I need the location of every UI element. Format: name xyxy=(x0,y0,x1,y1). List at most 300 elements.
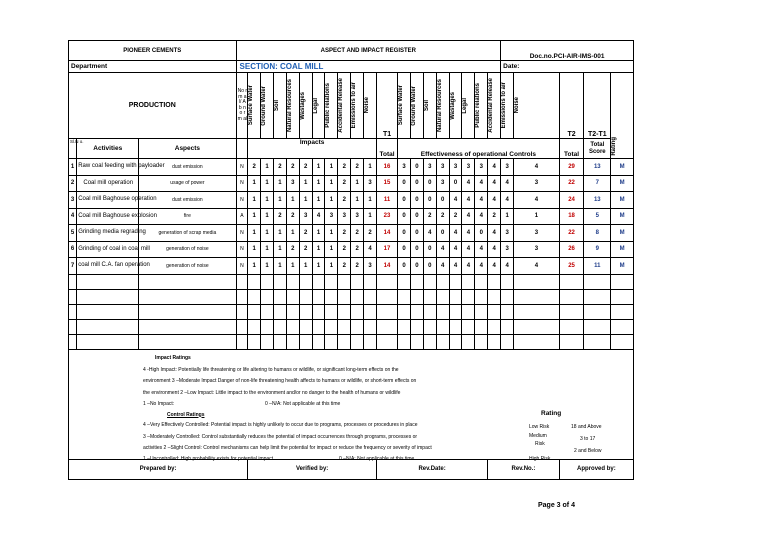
empty-cell xyxy=(436,319,449,334)
empty-cell xyxy=(364,274,377,289)
t1-total: 14 xyxy=(376,225,397,242)
empty-row xyxy=(69,304,634,319)
empty-cell xyxy=(584,334,611,349)
control-score: 0 xyxy=(436,225,449,242)
empty-cell xyxy=(77,304,139,319)
impact-note: 1 –No Impact: xyxy=(143,400,175,407)
empty-cell xyxy=(273,289,286,304)
control-score: 0 xyxy=(410,258,423,275)
control-score: 4 xyxy=(449,192,462,209)
aspect-cell: generation of scrap media xyxy=(139,225,236,242)
empty-cell xyxy=(286,274,299,289)
control-col-header: Surface Water xyxy=(398,85,405,126)
doc-number: Doc.no.PCI-AIR-IMS-001 xyxy=(501,41,634,61)
empty-cell xyxy=(462,334,475,349)
impact-score: 3 xyxy=(299,208,312,225)
empty-cell xyxy=(325,274,338,289)
table-row xyxy=(69,159,634,176)
impact-score: 1 xyxy=(325,175,338,192)
control-score: 4 xyxy=(423,225,436,242)
empty-row xyxy=(69,289,634,304)
control-score: 1 xyxy=(514,208,560,225)
impact-score: 1 xyxy=(261,175,274,192)
empty-cell xyxy=(77,334,139,349)
date-label: Date: xyxy=(501,61,634,73)
control-col-header: Natural Resources xyxy=(436,78,443,133)
empty-cell xyxy=(139,289,236,304)
total-score: 7 xyxy=(584,175,611,192)
empty-cell xyxy=(351,289,364,304)
empty-cell xyxy=(273,319,286,334)
impact-col-header: Accidental Release xyxy=(338,78,345,133)
control-score: 0 xyxy=(398,225,411,242)
control-score: 3 xyxy=(475,159,488,176)
total-header: Total xyxy=(376,139,397,159)
activity-cell: Grinding of coal in coal mill xyxy=(77,241,139,258)
control-score: 4 xyxy=(449,241,462,258)
impacts-header: Impacts xyxy=(248,139,377,159)
empty-cell xyxy=(559,319,584,334)
control-score: 2 xyxy=(449,208,462,225)
row-number: 3 xyxy=(69,192,77,209)
activity-cell: Coal mill Baghouse explosion xyxy=(77,208,139,225)
impact-score: 1 xyxy=(248,175,261,192)
impact-score: 2 xyxy=(286,208,299,225)
impact-score: 1 xyxy=(299,258,312,275)
empty-cell xyxy=(273,334,286,349)
impact-score: 3 xyxy=(351,208,364,225)
empty-cell xyxy=(286,319,299,334)
row-number: 1 xyxy=(69,159,77,176)
empty-cell xyxy=(248,334,261,349)
empty-cell xyxy=(69,319,77,334)
empty-row xyxy=(69,319,634,334)
control-score: 4 xyxy=(488,258,501,275)
activity-cell: Coal mill operation xyxy=(77,175,139,192)
empty-cell xyxy=(338,319,351,334)
empty-cell xyxy=(436,304,449,319)
impact-score: 3 xyxy=(364,258,377,275)
impact-score: 1 xyxy=(273,241,286,258)
impact-score: 2 xyxy=(273,208,286,225)
empty-cell xyxy=(514,289,560,304)
empty-cell xyxy=(559,304,584,319)
control-score: 0 xyxy=(398,192,411,209)
impact-score: 1 xyxy=(325,159,338,176)
t2-total: 22 xyxy=(559,175,584,192)
control-score: 0 xyxy=(423,192,436,209)
impact-score: 2 xyxy=(338,258,351,275)
impact-col-header: Soil xyxy=(273,99,280,111)
impact-score: 1 xyxy=(261,258,274,275)
impact-score: 2 xyxy=(338,159,351,176)
control-score: 4 xyxy=(514,192,560,209)
register-title: ASPECT AND IMPACT REGISTER xyxy=(236,41,501,61)
empty-cell xyxy=(299,319,312,334)
empty-cell xyxy=(139,319,236,334)
control-score: 4 xyxy=(475,241,488,258)
control-score: 4 xyxy=(475,175,488,192)
empty-cell xyxy=(286,289,299,304)
aspect-cell: dust emission xyxy=(139,159,236,176)
impact-score: 1 xyxy=(312,175,325,192)
normal-abnormal-cell: N xyxy=(236,225,248,242)
empty-cell xyxy=(236,274,248,289)
empty-cell xyxy=(462,289,475,304)
impact-score: 3 xyxy=(286,175,299,192)
total-score: 11 xyxy=(584,258,611,275)
impact-col-header: Natural Resources xyxy=(286,78,293,133)
empty-cell xyxy=(364,304,377,319)
rating-low-range: 18 and Above xyxy=(571,423,602,430)
t1-total: 15 xyxy=(376,175,397,192)
control-score: 3 xyxy=(436,175,449,192)
control-score: 4 xyxy=(488,192,501,209)
control-score: 4 xyxy=(449,225,462,242)
control-score: 4 xyxy=(475,258,488,275)
empty-cell xyxy=(139,334,236,349)
empty-cell xyxy=(410,304,423,319)
t1-header: T1 xyxy=(376,73,397,139)
empty-cell xyxy=(410,274,423,289)
t1-total: 11 xyxy=(376,192,397,209)
control-score: 3 xyxy=(398,159,411,176)
control-score: 0 xyxy=(410,208,423,225)
empty-cell xyxy=(69,334,77,349)
impact-col-header: Public relations xyxy=(325,83,332,128)
control-score: 4 xyxy=(436,241,449,258)
control-score: 0 xyxy=(410,225,423,242)
empty-cell xyxy=(423,304,436,319)
control-score: 4 xyxy=(488,159,501,176)
rating-cell: M xyxy=(611,258,634,275)
empty-cell xyxy=(410,334,423,349)
control-score: 4 xyxy=(501,258,514,275)
impact-score: 4 xyxy=(364,241,377,258)
rating-medium-range: 3 to 17 xyxy=(580,435,596,442)
empty-cell xyxy=(436,274,449,289)
impact-col-header: Emissions to air xyxy=(351,82,358,129)
empty-cell xyxy=(584,289,611,304)
control-score: 3 xyxy=(501,159,514,176)
empty-cell xyxy=(423,274,436,289)
impact-score: 1 xyxy=(325,241,338,258)
sno-header: Sl.N o. xyxy=(69,139,77,159)
impact-score: 2 xyxy=(351,241,364,258)
empty-cell xyxy=(236,289,248,304)
empty-cell xyxy=(77,319,139,334)
impact-score: 1 xyxy=(312,241,325,258)
impact-score: 1 xyxy=(312,225,325,242)
empty-cell xyxy=(351,319,364,334)
notes-section xyxy=(69,349,634,462)
empty-cell xyxy=(449,289,462,304)
empty-cell xyxy=(488,334,501,349)
impact-ratings-title: Impact Ratings xyxy=(155,354,191,361)
aspect-cell: fire xyxy=(139,208,236,225)
control-score: 0 xyxy=(449,175,462,192)
empty-cell xyxy=(559,274,584,289)
impact-score: 2 xyxy=(299,159,312,176)
control-score: 4 xyxy=(488,225,501,242)
empty-cell xyxy=(449,319,462,334)
t2-total: 18 xyxy=(559,208,584,225)
table-row xyxy=(69,241,634,258)
empty-cell xyxy=(376,319,397,334)
control-score: 2 xyxy=(436,208,449,225)
control-score: 4 xyxy=(488,175,501,192)
empty-cell xyxy=(299,334,312,349)
empty-cell xyxy=(611,274,634,289)
total-score: 9 xyxy=(584,241,611,258)
control-col-header: Noise xyxy=(514,97,521,114)
impact-score: 1 xyxy=(273,175,286,192)
activities-header: Activities xyxy=(77,139,139,159)
control-score: 3 xyxy=(501,225,514,242)
data-rows xyxy=(69,159,634,275)
empty-cell xyxy=(423,319,436,334)
impact-note: environment 3 –Moderate Impact Danger of non-life threatening health affects to humans or wildlife, or short-term effects on xyxy=(143,377,417,384)
impact-score: 1 xyxy=(286,192,299,209)
empty-cell xyxy=(475,289,488,304)
impact-score: 1 xyxy=(312,258,325,275)
impact-score: 1 xyxy=(273,225,286,242)
total-header: Total xyxy=(559,139,584,159)
rating-cell: M xyxy=(611,225,634,242)
rating-cell: M xyxy=(611,159,634,176)
empty-cell xyxy=(423,334,436,349)
impact-score: 1 xyxy=(248,241,261,258)
normal-abnormal-cell: A xyxy=(236,208,248,225)
empty-cell xyxy=(488,304,501,319)
empty-cell xyxy=(273,304,286,319)
table-row xyxy=(69,258,634,275)
empty-cell xyxy=(376,274,397,289)
empty-cell xyxy=(436,334,449,349)
row-number: 4 xyxy=(69,208,77,225)
empty-cell xyxy=(488,289,501,304)
impact-score: 1 xyxy=(273,258,286,275)
empty-cell xyxy=(364,334,377,349)
control-col-header: Accidental Release xyxy=(488,78,495,133)
impact-score: 1 xyxy=(364,208,377,225)
normal-abnormal-cell: N xyxy=(236,159,248,176)
impact-note: the environment 2 –Low Impact: Little impact to the environment and/or no danger to the health of humans or wildlife xyxy=(143,389,401,396)
impact-score: 4 xyxy=(312,208,325,225)
impact-score: 1 xyxy=(261,225,274,242)
empty-cell xyxy=(475,274,488,289)
t2-total: 24 xyxy=(559,192,584,209)
empty-cell xyxy=(325,319,338,334)
empty-cell xyxy=(584,274,611,289)
empty-cell xyxy=(410,289,423,304)
empty-cell xyxy=(436,289,449,304)
control-score: 0 xyxy=(398,258,411,275)
effectiveness-header: Effectiveness of operational Controls xyxy=(398,139,560,159)
empty-cell xyxy=(261,319,274,334)
empty-cell xyxy=(376,334,397,349)
normal-abnormal-header: No rm al/ Ab no rm al xyxy=(236,73,248,139)
rating-high: High Risk xyxy=(529,455,551,462)
rating-cell: M xyxy=(611,208,634,225)
empty-cell xyxy=(325,304,338,319)
impact-score: 1 xyxy=(364,192,377,209)
impact-col-header: Ground Water xyxy=(261,85,268,126)
t2-total: 25 xyxy=(559,258,584,275)
activity-cell: Grinding media regrading xyxy=(77,225,139,242)
row-number: 6 xyxy=(69,241,77,258)
empty-cell xyxy=(559,334,584,349)
register-sheet xyxy=(68,40,634,500)
empty-cell xyxy=(611,289,634,304)
control-score: 0 xyxy=(410,175,423,192)
empty-cell xyxy=(338,289,351,304)
empty-cell xyxy=(423,289,436,304)
empty-cell xyxy=(69,289,77,304)
empty-cell xyxy=(273,274,286,289)
empty-cell xyxy=(501,334,514,349)
total-score: 8 xyxy=(584,225,611,242)
empty-cell xyxy=(236,319,248,334)
impact-score: 1 xyxy=(312,159,325,176)
control-score: 0 xyxy=(398,208,411,225)
table-row xyxy=(69,208,634,225)
control-score: 0 xyxy=(423,175,436,192)
empty-row xyxy=(69,334,634,349)
impact-score: 2 xyxy=(299,225,312,242)
empty-cell xyxy=(312,304,325,319)
control-score: 0 xyxy=(398,241,411,258)
control-score: 4 xyxy=(475,192,488,209)
control-score: 4 xyxy=(514,258,560,275)
impact-score: 2 xyxy=(286,241,299,258)
aspects-header: Aspects xyxy=(139,139,236,159)
normal-abnormal-cell: N xyxy=(236,192,248,209)
impact-score: 1 xyxy=(351,192,364,209)
impact-score: 1 xyxy=(325,258,338,275)
impact-score: 1 xyxy=(248,258,261,275)
control-score: 0 xyxy=(410,241,423,258)
t1-total: 17 xyxy=(376,241,397,258)
impact-score: 2 xyxy=(338,175,351,192)
empty-cell xyxy=(410,319,423,334)
empty-cell xyxy=(611,304,634,319)
table-row xyxy=(69,225,634,242)
empty-cell xyxy=(261,334,274,349)
rating-cell: M xyxy=(611,241,634,258)
control-score: 3 xyxy=(514,175,560,192)
rating-low: Low Risk xyxy=(529,423,550,430)
impact-score: 1 xyxy=(273,192,286,209)
impact-score: 2 xyxy=(273,159,286,176)
empty-cell xyxy=(514,304,560,319)
empty-cell xyxy=(236,334,248,349)
normal-abnormal-cell: N xyxy=(236,258,248,275)
impact-score: 1 xyxy=(325,225,338,242)
impact-score: 1 xyxy=(299,175,312,192)
aspect-cell: usage of power xyxy=(139,175,236,192)
control-score: 3 xyxy=(423,159,436,176)
control-score: 4 xyxy=(462,225,475,242)
control-col-header: Emissions to air xyxy=(501,82,508,129)
control-score: 2 xyxy=(423,208,436,225)
impact-score: 2 xyxy=(351,258,364,275)
empty-cell xyxy=(248,289,261,304)
empty-cell xyxy=(77,274,139,289)
row-number: 7 xyxy=(69,258,77,275)
table-row xyxy=(69,175,634,192)
rating-legend-title: Rating xyxy=(541,409,562,417)
activity-cell: coal mill C.A. fan operation xyxy=(77,258,139,275)
impact-score: 2 xyxy=(364,225,377,242)
control-note: 4 –Very Effectively Controlled: Potential impact is highly unlikely to occur due to programs, processes or procedures in place xyxy=(143,421,418,428)
control-score: 0 xyxy=(423,241,436,258)
impact-score: 1 xyxy=(261,159,274,176)
aspect-cell: generation of noise xyxy=(139,258,236,275)
empty-cell xyxy=(338,274,351,289)
impact-score: 1 xyxy=(299,192,312,209)
approved-by: Approved by: xyxy=(559,459,633,479)
empty-cell xyxy=(376,289,397,304)
empty-cell xyxy=(364,289,377,304)
control-score: 3 xyxy=(436,159,449,176)
impact-score: 1 xyxy=(261,241,274,258)
control-score: 3 xyxy=(514,241,560,258)
empty-row xyxy=(69,274,634,289)
empty-cell xyxy=(449,274,462,289)
empty-cell xyxy=(584,304,611,319)
empty-cell xyxy=(475,319,488,334)
department-label: Department xyxy=(69,61,237,73)
impact-score: 1 xyxy=(248,208,261,225)
empty-cell xyxy=(312,274,325,289)
empty-cell xyxy=(312,319,325,334)
control-score: 2 xyxy=(488,208,501,225)
impact-score: 2 xyxy=(248,159,261,176)
empty-cell xyxy=(77,289,139,304)
empty-cell xyxy=(139,304,236,319)
empty-cell xyxy=(488,319,501,334)
empty-cell xyxy=(261,274,274,289)
empty-cell xyxy=(398,304,411,319)
impact-score: 1 xyxy=(286,258,299,275)
impact-score: 2 xyxy=(351,159,364,176)
control-note: 1 –Uncontrolled: High probability exists for potential impact xyxy=(143,455,274,462)
empty-cell xyxy=(475,304,488,319)
empty-cell xyxy=(475,334,488,349)
control-score: 1 xyxy=(501,208,514,225)
impact-col-header: Wastages xyxy=(299,91,306,120)
impact-score: 1 xyxy=(286,225,299,242)
t1-total: 14 xyxy=(376,258,397,275)
empty-cell xyxy=(325,289,338,304)
empty-cell xyxy=(312,289,325,304)
t1-total: 16 xyxy=(376,159,397,176)
empty-cell xyxy=(501,274,514,289)
table-row xyxy=(69,192,634,209)
verified-by: Verified by: xyxy=(248,459,377,479)
control-ratings-title: Control Ratings xyxy=(167,411,205,418)
control-score: 0 xyxy=(410,159,423,176)
empty-cell xyxy=(398,319,411,334)
rev-no: Rev.No.: xyxy=(488,459,560,479)
impact-note: 4 -High Impact: Potentially life threatening or life altering to humans or wildlife, or significant long-term effects on the xyxy=(143,366,399,373)
empty-cell xyxy=(351,334,364,349)
impact-score: 2 xyxy=(299,241,312,258)
empty-cell xyxy=(261,304,274,319)
impact-score: 1 xyxy=(248,192,261,209)
empty-cell xyxy=(248,319,261,334)
